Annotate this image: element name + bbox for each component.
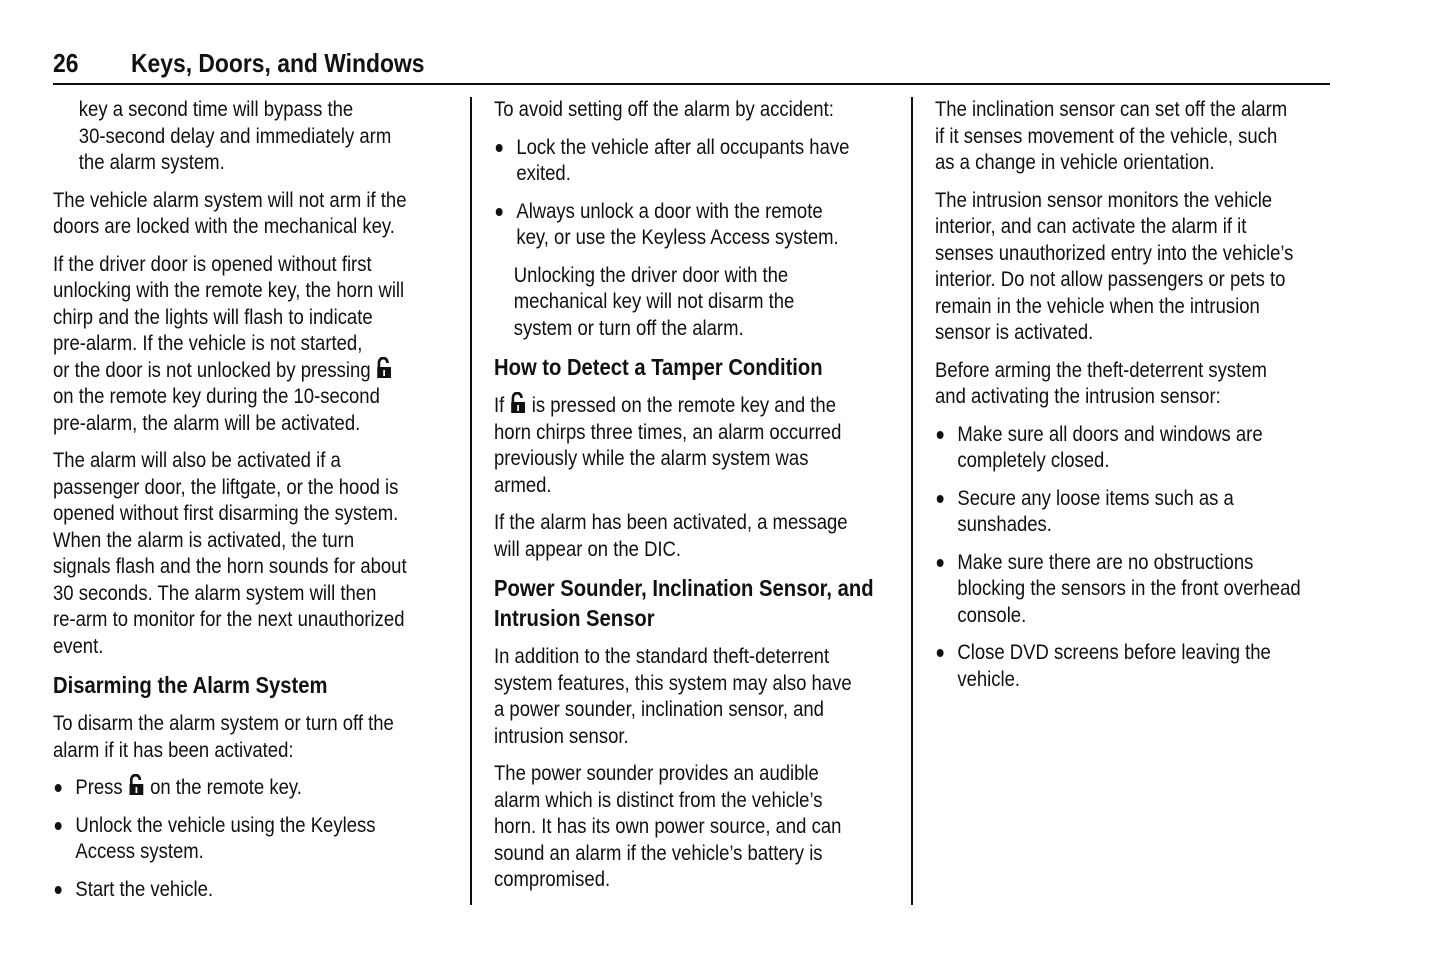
list-item: Make sure there are no obstructions blocking the sensors in the front overhead console.: [935, 549, 1313, 629]
text: If the driver door is opened without first unlocking with the remote key, the horn will chirp and the lights will flash to indicate pre-alarm. If the vehicle is not started, or the door is not unlocked by pressing: [53, 251, 405, 382]
paragraph: The intrusion sensor monitors the vehicle interior, and can activate the alarm if it senses unauthorized entry into the vehicle’s interior. Do not allow passengers or pets to remain in the vehicle when the intrusion sensor is activated.: [935, 187, 1294, 344]
header-rule: [53, 83, 1330, 85]
text: If: [494, 393, 510, 417]
paragraph: In addition to the standard theft-deterrent system features, this system may also have a power sounder, inclination sensor, and intrusion sensor.: [494, 644, 852, 748]
list-item: Always unlock a door with the remote key, or use the Keyless Access system.: [494, 198, 872, 251]
paragraph: The vehicle alarm system will not arm if the doors are locked with the mechanical key.: [53, 187, 407, 238]
text: Press: [75, 775, 128, 799]
unlock-icon: [376, 357, 393, 379]
heading-disarming: Disarming the Alarm System: [53, 672, 328, 698]
paragraph: Before arming the theft-deterrent system and activating the intrusion sensor:: [935, 357, 1267, 408]
paragraph: [494, 392, 872, 498]
list-subparagraph: Unlocking the driver door with the mechanical key will not disarm the system or turn off the alarm.: [513, 262, 795, 340]
paragraph: To disarm the alarm system or turn off the alarm if it has been activated:: [53, 711, 394, 762]
page-number: 26: [53, 48, 79, 78]
paragraph: If the alarm has been activated, a message will appear on the DIC.: [494, 510, 848, 561]
list-item: [53, 774, 431, 801]
paragraph: [53, 251, 431, 437]
paragraph: The inclination sensor can set off the alarm if it senses movement of the vehicle, such as a change in vehicle orientation.: [935, 97, 1288, 174]
text: on the remote key during the 10-second pre-alarm, the alarm will be activated.: [53, 384, 380, 435]
unlock-icon: [128, 774, 145, 796]
heading-tamper: How to Detect a Tamper Condition: [494, 354, 823, 380]
paragraph: The alarm will also be activated if a passenger door, the liftgate, or the hood is opened without first disarming the system. When the alarm is activated, the turn signals flash and the horn sounds for about 30 seconds. The alarm system will then re-arm to monitor for the next unauthorized event.: [53, 448, 407, 658]
column-3: [935, 96, 1375, 703]
column-2: [494, 96, 934, 904]
paragraph: The power sounder provides an audible alarm which is distinct from the vehicle’s horn. It has its own power source, and can sound an alarm if the vehicle’s battery is compromised.: [494, 761, 842, 891]
list-item: Secure any loose items such as a sunshades.: [935, 485, 1313, 538]
paragraph: To avoid setting off the alarm by accident:: [494, 97, 834, 121]
heading-power-sounder: Power Sounder, Inclination Sensor, and Intrusion Sensor: [494, 575, 874, 631]
list-item: Make sure all doors and windows are completely closed.: [935, 421, 1313, 474]
list-item: Lock the vehicle after all occupants have exited.: [494, 134, 872, 187]
column-1: [53, 96, 493, 913]
text: on the remote key.: [144, 775, 302, 799]
text: is pressed on the remote key and the horn chirps three times, an alarm occurred previously while the alarm system was armed.: [494, 393, 842, 497]
list-item: Start the vehicle.: [53, 876, 431, 903]
list-item: Close DVD screens before leaving the vehicle.: [935, 639, 1313, 692]
paragraph: key a second time will bypass the 30-second delay and immediately arm the alarm system.: [78, 97, 392, 174]
unlock-icon: [509, 392, 526, 414]
list-item: Unlock the vehicle using the Keyless Access system.: [53, 812, 431, 865]
section-title: Keys, Doors, and Windows: [131, 48, 425, 78]
